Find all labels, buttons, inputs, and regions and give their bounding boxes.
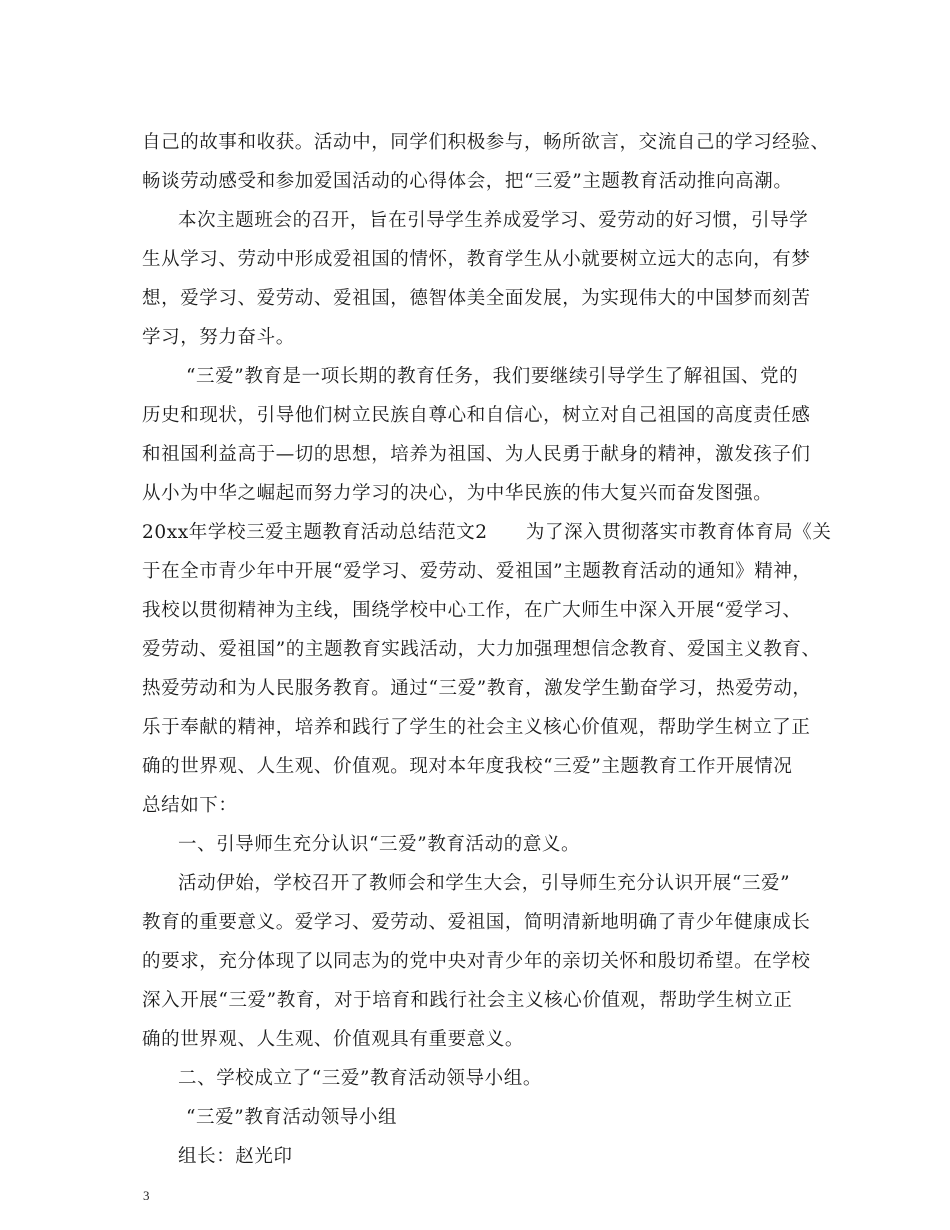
section-heading: 二、学校成立了“三爱”教育活动领导小组。 — [178, 1068, 542, 1089]
section-heading: 一、引导师生充分认识“三爱”教育活动的意义。 — [178, 834, 581, 855]
text-line: 本次主题班会的召开，旨在引导学生养成爱学习、爱劳动的好习惯，引导学 — [178, 210, 809, 231]
text-line: 组长：赵光印 — [178, 1146, 293, 1167]
text-line: 我校以贯彻精神为主线，围绕学校中心工作，在广大师生中深入开展“爱学习、 — [142, 600, 802, 621]
text-line: 活动伊始，学校召开了教师会和学生大会，引导师生充分认识开展“三爱” — [178, 873, 791, 894]
text-line: 总结如下： — [142, 795, 238, 816]
text-line: 确的世界观、人生观、价值观具有重要意义。 — [142, 1029, 525, 1050]
text-line: 的要求，充分体现了以同志为的党中央对青少年的亲切关怀和殷切希望。在学校 — [142, 951, 811, 972]
text-line: 20xx年学校三爱主题教育活动总结范文2 为了深入贯彻落实市教育体育局《关 — [142, 522, 832, 543]
text-line: 于在全市青少年中开展“爱学习、爱劳动、爱祖国”主题教育活动的通知》精神， — [142, 561, 812, 582]
text-line: 乐于奉献的精神，培养和践行了学生的社会主义核心价值观，帮助学生树立了正 — [142, 717, 811, 738]
text-line: “三爱”教育活动领导小组 — [186, 1107, 398, 1128]
page-number: 3 — [143, 1188, 150, 1203]
text-line: 畅谈劳动感受和参加爱国活动的心得体会，把“三爱”主题教育活动推向高潮。 — [142, 171, 793, 192]
text-line: 历史和现状，引导他们树立民族自尊心和自信心，树立对自己祖国的高度责任感 — [142, 405, 811, 426]
text-line: 从小为中华之崛起而努力学习的决心，为中华民族的伟大复兴而奋发图强。 — [142, 483, 773, 504]
text-line: 热爱劳动和为人民服务教育。通过“三爱”教育，激发学生勤奋学习，热爱劳动， — [142, 678, 812, 699]
text-line: 想，爱学习、爱劳动、爱祖国，德智体美全面发展，为实现伟大的中国梦而刻苦 — [142, 288, 811, 309]
text-line: 学习，努力奋斗。 — [142, 327, 295, 348]
text-line: 确的世界观、人生观、价值观。现对本年度我校“三爱”主题教育工作开展情况 — [142, 756, 793, 777]
text-line: 自己的故事和收获。活动中，同学们积极参与，畅所欲言，交流自己的学习经验、 — [142, 132, 830, 153]
text-line: 教育的重要意义。爱学习、爱劳动、爱祖国，简明清新地明确了青少年健康成长 — [142, 912, 811, 933]
text-line: “三爱”教育是一项长期的教育任务，我们要继续引导学生了解祖国、党的 — [186, 366, 799, 387]
text-line: 爱劳动、爱祖国”的主题教育实践活动，大力加强理想信念教育、爱国主义教育、 — [142, 639, 821, 660]
text-line: 深入开展“三爱”教育，对于培育和践行社会主义核心价值观，帮助学生树立正 — [142, 990, 793, 1011]
text-line: 和祖国利益高于—切的思想，培养为祖国、为人民勇于献身的精神，激发孩子们 — [142, 444, 811, 465]
text-line: 生从学习、劳动中形成爱祖国的情怀，教育学生从小就要树立远大的志向，有梦 — [142, 249, 811, 270]
